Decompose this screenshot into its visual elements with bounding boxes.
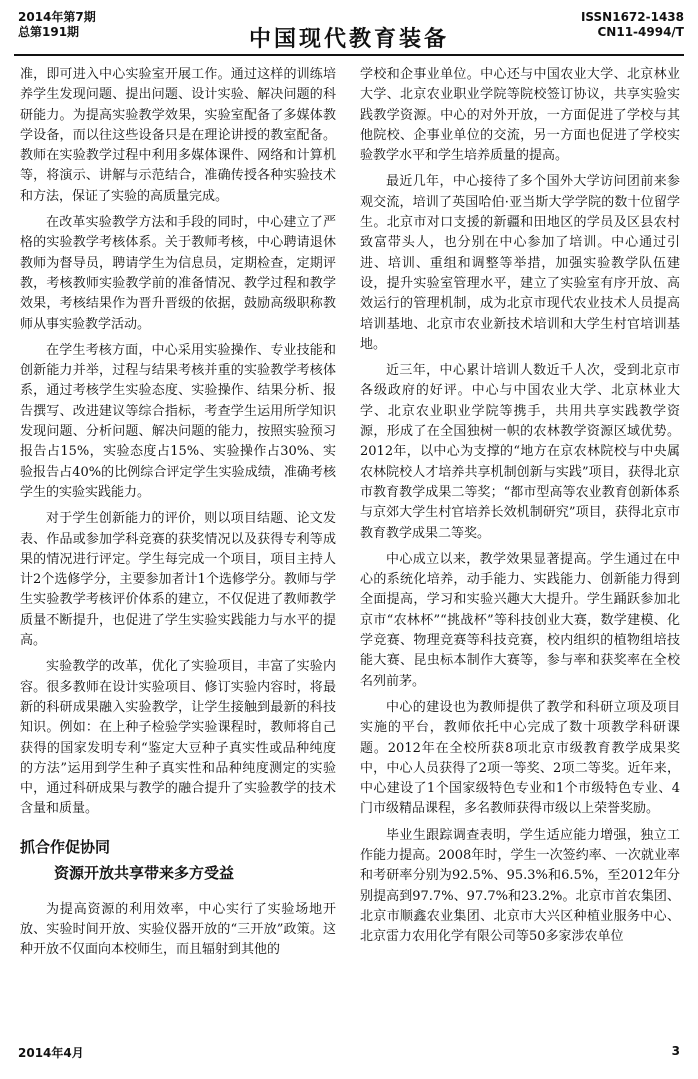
footer-date: 2014年4月 (18, 1046, 84, 1060)
paragraph: 为提高资源的利用效率，中心实行了实验场地开放、实验时间开放、实验仪器开放的“三开放”政策。这种开放不仅面向本校师生，而且辐射到其他的 (20, 901, 336, 958)
section-title: 抓合作促协同 (20, 837, 111, 856)
cn-number: CN11-4994/T (597, 25, 684, 39)
right-column (360, 65, 680, 953)
paragraph: 对于学生创新能力的评价，则以项目结题、论文发表、作品或参加学科竞赛的获奖情况以及获得专利等成果的情况进行评定。学生每完成一个项目，项目主持人计2个选修学分，主要参加者计1个选修学分。教师与学生实验教学考核评价体系的建立，不仅促进了教师教学质量不断提升，也促进了学生实验实践能力与水平的提高。 (20, 511, 336, 649)
paragraph: 中心成立以来，教学效果显著提高。学生通过在中心的系统化培养，动手能力、实践能力、创新能力得到全面提高，学习和实验兴趣大大提升。学生踊跃参加北京市“农林杯”“挑战杯”等科技创业大赛，数学建模、化学竞赛、物理竞赛等科技竞赛，校内组织的植物组培技能大赛、昆虫标本制作大赛等，参与率和获奖率在全校名列前茅。 (360, 551, 680, 689)
left-column (20, 65, 336, 967)
paragraph: 准，即可进入中心实验室开展工作。通过这样的训练培养学生发现问题、提出问题、设计实验、解决问题的科研能力。为提高实验教学效果，实验室配备了多媒体教学设备，而以往这些设备只是在理论讲授的教室配备。教师在实验教学过程中利用多媒体课件、网络和计算机等，将演示、讲解与示范结合，准确传授各种实验技术和方法，保证了实验的高质量完成。 (20, 67, 336, 204)
paragraph: 实验教学的改革，优化了实验项目，丰富了实验内容。很多教师在设计实验项目、修订实验内容时，将最新的科研成果融入实验教学，让学生接触到最新的科技知识。例如：在上种子检验学实验课程时，教师将自己获得的国家发明专利“鉴定大豆种子真实性或品种纯度的方法”运用到学生种子真实性和品种纯度测定的实验中，通过科研成果与教学的融合提升了实验教学的技术含量和质量。 (20, 659, 336, 817)
paragraph: 在学生考核方面，中心采用实验操作、专业技能和创新能力并举，过程与结果考核并重的实验教学考核体系，通过考核学生实验态度、实验操作、结果分析、报告撰写、改进建议等综合指标，考查学生运用所学知识发现问题、分析问题、解决问题的能力，按照实验预习报告占15%，实验态度占15%、实验操作占30%、实验报告占40%的比例综合评定学生实验成绩，准确考核学生的实验实践能力。 (20, 342, 336, 500)
paragraph: 在改革实验教学方法和手段的同时，中心建立了严格的实验教学考核体系。关于教师考核，中心聘请退休教师为督导员，聘请学生为信息员，定期检查，定期评教，考核教师实验教学前的准备情况、教学过程和教学效果，考核结果作为晋升晋级的依据，鼓励高级职称教师从事实验教学活动。 (20, 215, 336, 332)
header-rule (14, 54, 684, 56)
paragraph: 最近几年，中心接待了多个国外大学访问团前来参观交流，培训了英国哈伯·亚当斯大学学院的数十位留学生。北京市对口支援的新疆和田地区的学员及区县农村致富带头人，也分别在中心参加了培训。中心通过引进、培训、重组和调整等举措，加强实验教学队伍建设，提升实验室管理水平，建立了实验室有序开放、高效运行的管理机制，成为北京市现代农业技术人员提高培训基地、北京市农业新技术培训和大学生村官培训基地。 (360, 174, 680, 352)
total-issue-number: 总第191期 (18, 25, 80, 39)
paragraph: 近三年，中心累计培训人数近千人次，受到北京市各级政府的好评。中心与中国农业大学、北京林业大学、北京农业职业学院等携手，共用共享实践教学资源，形成了在全国独树一帜的农林教学资源区域优势。2012年，以中心为支撑的“地方在京农林院校与中央属农林院校人才培养共享机制创新与实践”项目，获得北京市教育教学成果二等奖；“都市型高等农业教育创新体系与京郊大学生村官培养长效机制研究”项目，获得北京市教育教学成果二等奖。 (360, 363, 680, 541)
journal-codes (581, 10, 684, 40)
issue-number: 2014年第7期 (18, 10, 96, 24)
section-subtitle: 资源开放共享带来多方受益 (54, 863, 235, 882)
journal-title: 中国现代教育装备 (248, 26, 449, 52)
page-header (0, 0, 698, 56)
page-number: 3 (671, 1044, 680, 1058)
paragraph: 中心的建设也为教师提供了教学和科研立项及项目实施的平台，教师依托中心完成了数十项教学科研课题。2012年在全校所获8项北京市级教育教学成果奖中，中心人员获得了2项一等奖、2项二等奖。近年来，中心建设了1个国家级特色专业和1个市级特色专业、4门市级精品课程，多名教师获得市级以上荣誉奖励。 (360, 699, 680, 817)
paragraph: 学校和企事业单位。中心还与中国农业大学、北京林业大学、北京农业职业学院等院校签订协议，共享实验实践教学资源。中心的对外开放，一方面促进了学校与其他院校、企事业单位的交流，另一方面也促进了学校实验教学水平和学生培养质量的提高。 (360, 67, 680, 164)
paragraph: 毕业生跟踪调查表明，学生适应能力增强，独立工作能力提高。2008年时，学生一次签约率、一次就业率和考研率分别为92.5%、95.3%和6.5%，至2012年分别提高到97.7%、97.7%和23.2%。北京市首农集团、北京市顺鑫农业集团、北京市大兴区种植业服务中心、北京雷力农用化学有限公司等50多家涉农单位 (360, 827, 680, 945)
issn: ISSN1672-1438 (580, 10, 684, 24)
